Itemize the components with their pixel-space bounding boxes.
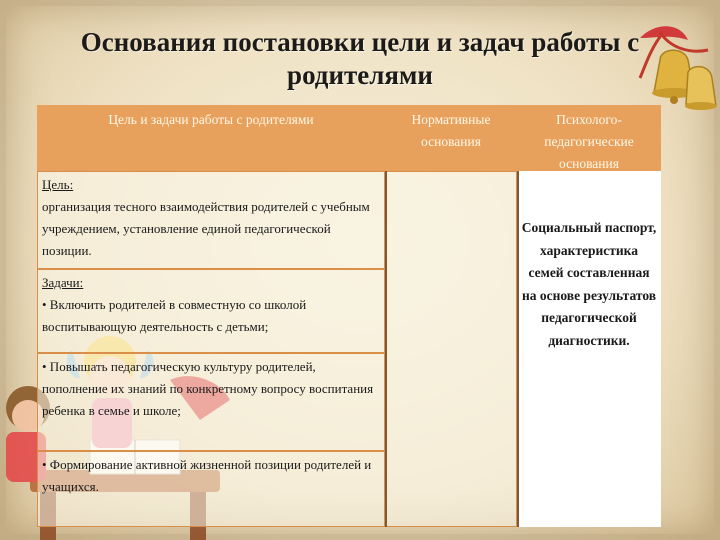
normative-cell [385, 171, 517, 527]
header-goals: Цель и задачи работы с родителями [37, 105, 385, 171]
task-2-cell [37, 353, 385, 451]
tasks-label: Задачи: [42, 275, 84, 290]
tasks-cell [37, 269, 385, 353]
goal-cell [37, 171, 385, 269]
task-3-text: • Формирование активной жизненной позиции родителей и учащихся. [42, 457, 372, 494]
header-psych: Психолого-педагогические основания [517, 105, 661, 171]
goal-text: организация тесного взаимодействия родителей с учебным учреждением, установление единой педагогической позиции. [42, 199, 370, 258]
goal-label: Цель: [42, 177, 74, 192]
header-normative: Нормативные основания [385, 105, 517, 171]
task-3-cell [37, 451, 385, 527]
page-title: Основания постановки цели и задач работы с родителями [80, 27, 640, 90]
divider-left [385, 171, 387, 527]
task-1-text: • Включить родителей в совместную со школой воспитывающую деятельность с детьми; [42, 297, 307, 334]
goals-table [37, 105, 661, 527]
divider-right [517, 171, 519, 527]
psych-cell: Социальный паспорт, характеристика семей составленная на основе результатов педагогической диагностики. [517, 171, 661, 527]
task-2-text: • Повышать педагогическую культуру родителей, пополнение их знаний по конкретному вопросу воспитания ребенка в семье и школе; [42, 359, 374, 418]
